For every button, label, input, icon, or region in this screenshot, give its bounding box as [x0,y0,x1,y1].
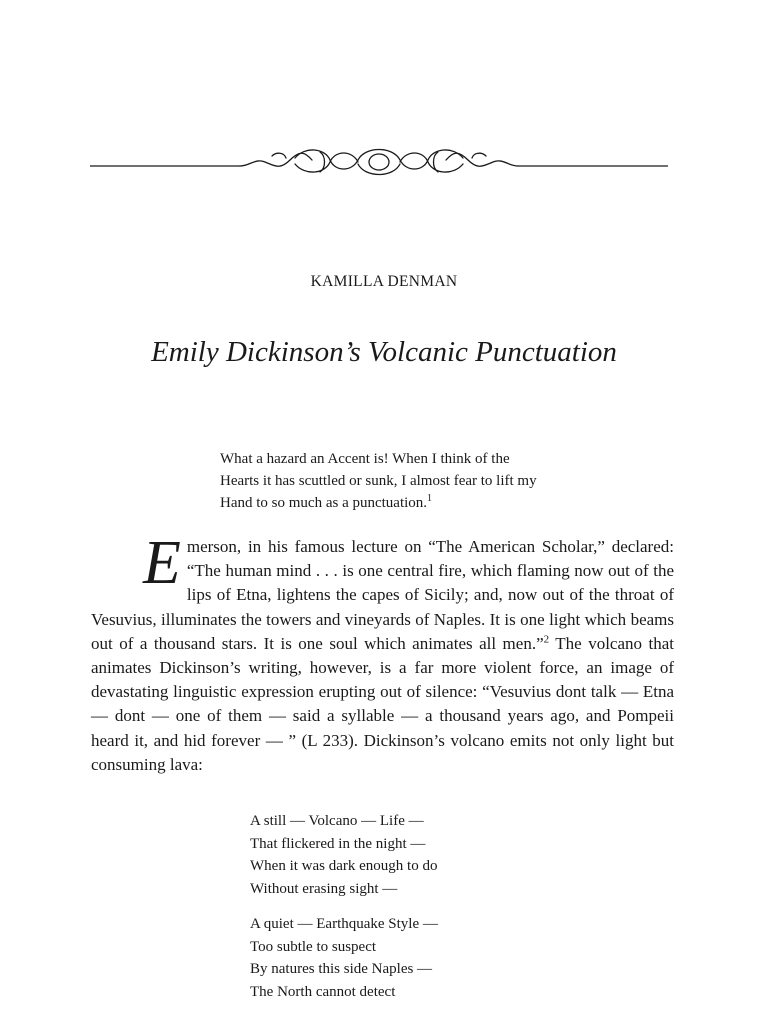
epigraph-line: Hand to so much as a punctuation.$^1$ [220,493,433,511]
epigraph-line: What a hazard an Accent is! When I think of the [220,451,510,467]
poem-line: The North cannot detect [250,983,396,1000]
poem-line: When it was dark enough to do [250,858,438,874]
epigraph-line: Hearts it has scuttled or sunk, I almost fear to lift my [220,473,537,489]
poem-line: Without erasing sight — [250,880,398,897]
drop-cap: E [143,529,181,597]
ribbon-ornament-icon [90,140,668,180]
body-text: merson, in his famous lecture on “The American Scholar,” declared: “The human mind . . . is one central fire, which flaming now out of the lips of Etna, lightens the capes of Sicily; and, now out of the throat of Vesuvius, illuminates the towers and vineyards of Naples. It is one light which beams out of a thousand stars. It is one soul which animates all men.” [91,537,674,653]
footnote-marker: 1 [427,493,433,504]
poem-line: A still — Volcano — Life — [250,813,424,829]
epigraph [220,448,640,514]
author-name: KAMILLA DENMAN [310,273,458,290]
article-title: Emily Dickinson’s Volcanic Punctuation [151,336,617,368]
body-paragraph [91,529,674,777]
body-text: The volcano that animates Dickinson’s writing, however, is a far more violent force, an image of devastating linguistic expression erupting out of silence: “Vesuvius dont talk — Etna — dont — one of them — said a syllable — a thousand years ago, and Pompeii heard it, and hid forever — ” (L 233). Dickinson’s volcano emits not only light but consuming lava: [91,633,674,774]
poem-stanza [250,810,630,900]
poem-line: That flickered in the night — [250,835,426,852]
poem-line: Too subtle to suspect [250,938,377,955]
footnote-marker: 2 [543,633,550,646]
poem-line: A quiet — Earthquake Style — [250,916,438,932]
poem-stanza [250,913,630,1003]
poem-line: By natures this side Naples — [250,961,433,977]
poem-quotation [250,810,630,1016]
